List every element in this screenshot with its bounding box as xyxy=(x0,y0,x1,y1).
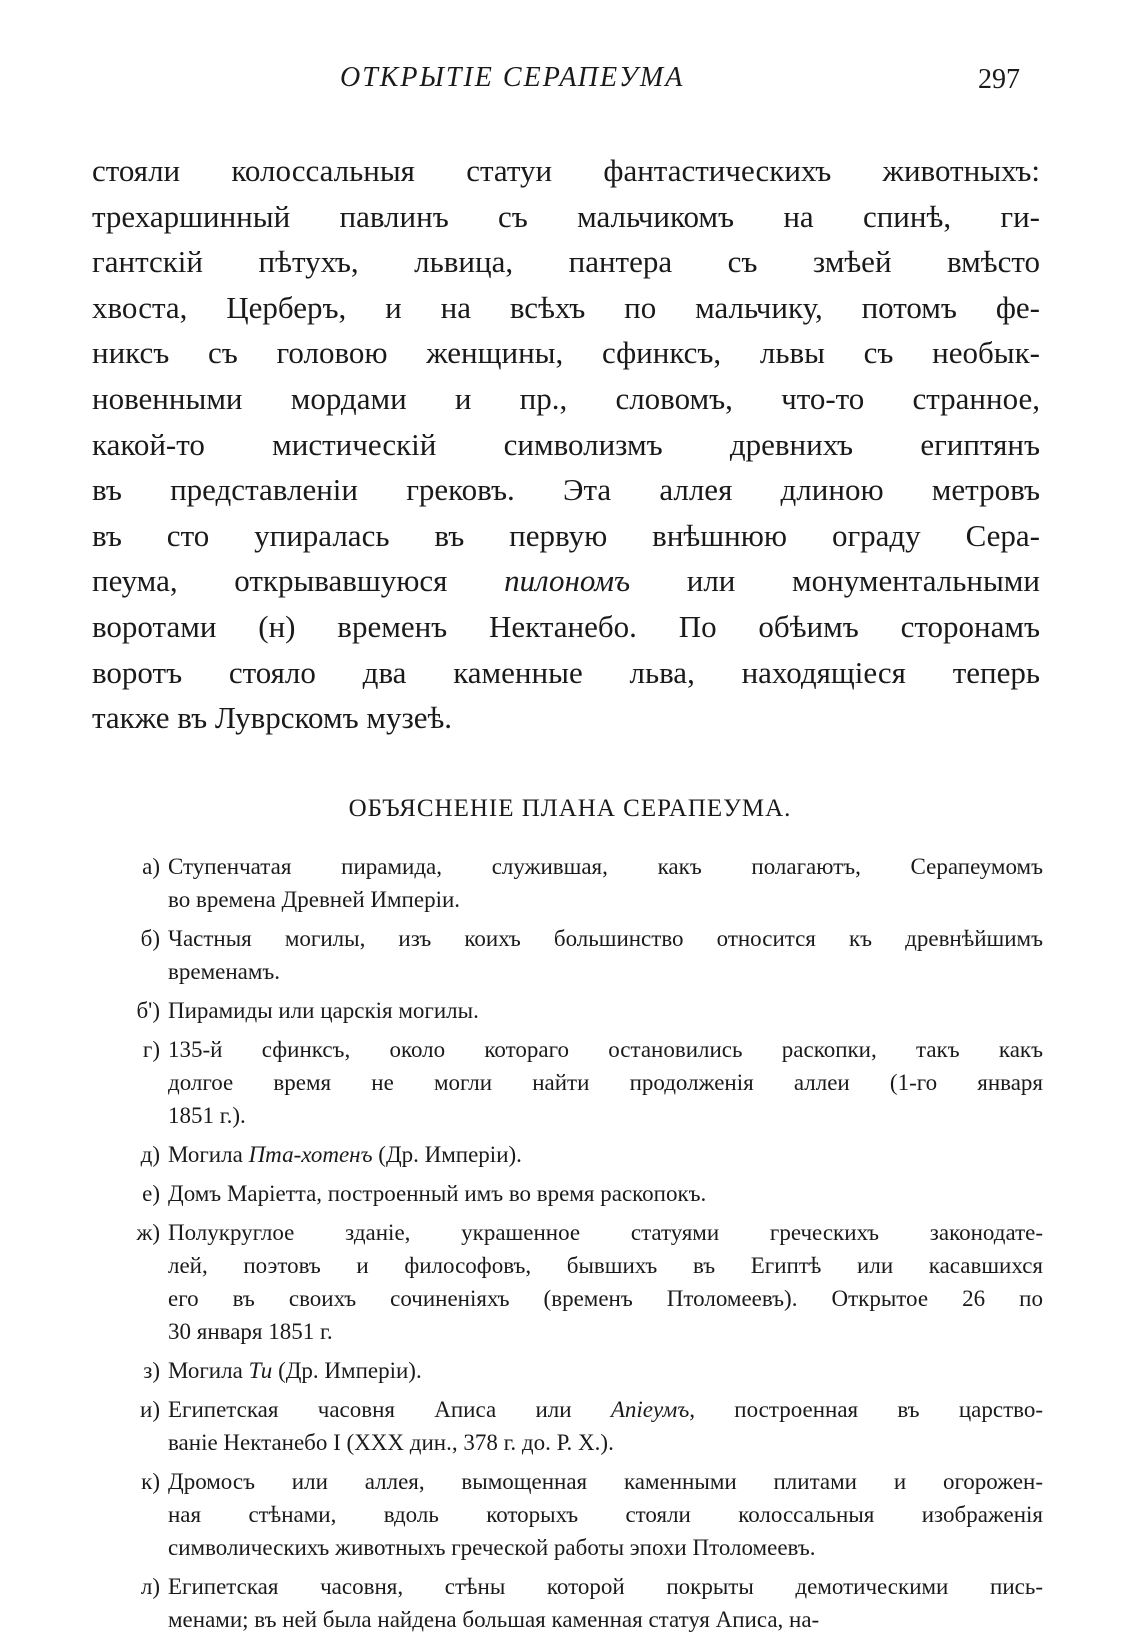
legend-description xyxy=(168,1177,1043,1210)
legend-line xyxy=(168,1177,1043,1210)
legend-line xyxy=(168,1216,1043,1249)
legend-key: б') xyxy=(136,998,160,1023)
plan-legend-list xyxy=(0,850,1140,1642)
legend-line xyxy=(168,883,1043,916)
text-segment: символическихъ животныхъ греческой работы эпохи Птоломеевъ. xyxy=(168,1535,816,1560)
legend-line xyxy=(168,1033,1043,1066)
legend-key: а) xyxy=(142,854,160,879)
legend-key: е) xyxy=(142,1181,160,1206)
text-segment: гантскій пѣтухъ, львица, пантера съ змѣей вмѣсто xyxy=(92,244,1040,280)
legend-description xyxy=(168,850,1043,916)
legend-item xyxy=(0,1033,1140,1132)
legend-description xyxy=(168,922,1043,988)
body-line xyxy=(92,376,1040,422)
body-paragraph xyxy=(92,148,1040,741)
body-line xyxy=(92,695,1040,741)
legend-line xyxy=(168,922,1043,955)
text-segment: (Др. Имперіи). xyxy=(372,1142,522,1167)
text-segment: Дромосъ или аллея, вымощенная каменными плитами и огорожен- xyxy=(168,1469,1043,1494)
legend-key: з) xyxy=(143,1358,160,1383)
legend-line xyxy=(168,850,1043,883)
legend-item xyxy=(0,850,1140,916)
text-segment: ваніе Нектанебо I (XXX дин., 378 г. до. Р. Х.). xyxy=(168,1430,614,1455)
italic-term: Апіеумъ, xyxy=(610,1397,696,1422)
legend-key: д) xyxy=(140,1142,160,1167)
body-line xyxy=(92,330,1040,376)
legend-line xyxy=(168,955,1043,988)
legend-line xyxy=(168,1066,1043,1099)
text-segment: Ступенчатая пирамида, служившая, какъ полагаютъ, Серапеумомъ xyxy=(168,854,1043,879)
legend-description xyxy=(168,1138,1043,1171)
text-segment: воротъ стояло два каменные льва, находящіеся теперь xyxy=(92,654,1040,690)
legend-key: л) xyxy=(140,1574,160,1599)
text-segment: Полукруглое зданіе, украшенное статуями греческихъ законодате- xyxy=(168,1220,1043,1245)
text-segment: (Др. Имперіи). xyxy=(272,1358,422,1383)
text-segment: хвоста, Церберъ, и на всѣхъ по мальчику, потомъ фе- xyxy=(92,289,1040,325)
text-segment: Египетская часовня Аписа или xyxy=(168,1397,611,1422)
legend-line xyxy=(168,1393,1043,1426)
text-segment: пеума, открывавшуюся xyxy=(92,563,505,599)
legend-key: г) xyxy=(142,1037,160,1062)
legend-line xyxy=(168,1465,1043,1498)
legend-line xyxy=(168,1249,1043,1282)
legend-item xyxy=(0,1177,1140,1210)
text-segment: въ представленіи грековъ. Эта аллея длиною метровъ xyxy=(92,472,1040,508)
text-segment: Могила xyxy=(168,1358,249,1383)
body-line xyxy=(92,558,1040,604)
body-line xyxy=(92,194,1040,240)
text-segment: Домъ Маріетта, построенный имъ во время раскопокъ. xyxy=(168,1181,707,1206)
text-segment: 1851 г.). xyxy=(168,1103,246,1128)
legend-line xyxy=(168,1570,1043,1603)
legend-line xyxy=(168,1315,1043,1348)
body-line xyxy=(92,650,1040,696)
body-line xyxy=(92,239,1040,285)
text-segment: 30 января 1851 г. xyxy=(168,1319,333,1344)
legend-description xyxy=(168,1033,1043,1132)
legend-item xyxy=(0,1465,1140,1564)
body-line xyxy=(92,604,1040,650)
legend-description xyxy=(168,1465,1043,1564)
text-segment: Частныя могилы, изъ коихъ большинство относится къ древнѣйшимъ xyxy=(168,926,1043,951)
text-segment: менами; въ ней была найдена большая каменная статуя Аписа, на- xyxy=(168,1607,820,1632)
legend-description xyxy=(168,1354,1043,1387)
legend-item xyxy=(0,922,1140,988)
body-line xyxy=(92,513,1040,559)
legend-description xyxy=(168,994,1043,1027)
text-segment: или монументальными xyxy=(630,563,1040,599)
body-line xyxy=(92,422,1040,468)
text-segment: лей, поэтовъ и философовъ, бывшихъ въ Египтѣ или касавшихся xyxy=(168,1253,1043,1278)
body-line xyxy=(92,148,1040,194)
legend-line xyxy=(168,1426,1043,1459)
text-segment: въ сто упиралась въ первую внѣшнюю ограду Сера- xyxy=(92,517,1040,553)
legend-line xyxy=(168,1498,1043,1531)
text-segment: трехаршинный павлинъ съ мальчикомъ на спинѣ, ги- xyxy=(92,198,1040,234)
italic-term: пилономъ xyxy=(504,563,631,599)
text-segment: во времена Древней Имперіи. xyxy=(168,887,461,912)
text-segment: его въ своихъ сочиненіяхъ (временъ Птоломеевъ). Открытое 26 по xyxy=(168,1286,1043,1311)
legend-description xyxy=(168,1393,1043,1459)
legend-item xyxy=(0,1354,1140,1387)
legend-item xyxy=(0,1570,1140,1636)
text-segment: Пирамиды или царскія могилы. xyxy=(168,998,479,1023)
italic-term: Ти xyxy=(248,1358,273,1383)
text-segment: никсъ съ головою женщины, сфинксъ, львы съ необык- xyxy=(92,335,1040,371)
italic-term: Пта-хотенъ xyxy=(248,1142,373,1167)
legend-line xyxy=(168,1282,1043,1315)
text-segment: воротами (н) временъ Нектанебо. По обѣимъ сторонамъ xyxy=(92,608,1040,644)
body-line xyxy=(92,285,1040,331)
legend-line xyxy=(168,1138,1043,1171)
text-segment: какой-то мистическій символизмъ древнихъ египтянъ xyxy=(92,426,1040,462)
text-segment: стояли колоссальныя статуи фантастическихъ животныхъ: xyxy=(92,153,1040,188)
legend-line xyxy=(168,1603,1043,1636)
text-segment: ная стѣнами, вдоль которыхъ стояли колоссальныя изображенія xyxy=(168,1502,1043,1527)
legend-description xyxy=(168,1570,1043,1636)
text-segment: построенная въ царство- xyxy=(695,1397,1044,1422)
legend-item xyxy=(0,1138,1140,1171)
legend-key: и) xyxy=(140,1397,160,1422)
page-number: 297 xyxy=(978,64,1020,95)
text-segment: Могила xyxy=(168,1142,249,1167)
text-segment: долгое время не могли найти продолженія аллеи (1-го января xyxy=(168,1070,1043,1095)
legend-key: б) xyxy=(140,926,160,951)
body-line xyxy=(92,467,1040,513)
running-title: ОТКРЫТІЕ СЕРАПЕУМА xyxy=(340,62,685,93)
legend-key: к) xyxy=(141,1469,160,1494)
text-segment: 135-й сфинксъ, около котораго остановились раскопки, такъ какъ xyxy=(168,1037,1043,1062)
page-header xyxy=(0,62,1140,112)
legend-item xyxy=(0,1393,1140,1459)
text-segment: Египетская часовня, стѣны которой покрыты демотическими пись- xyxy=(168,1574,1043,1599)
legend-description xyxy=(168,1216,1043,1348)
legend-line xyxy=(168,1099,1043,1132)
text-segment: новенными мордами и пр., словомъ, что-то странное, xyxy=(92,380,1040,416)
section-heading: ОБЪЯСНЕНІЕ ПЛАНА СЕРАПЕУМА. xyxy=(348,795,792,822)
legend-item xyxy=(0,994,1140,1027)
text-segment: также въ Луврскомъ музеѣ. xyxy=(92,700,453,736)
text-segment: временамъ. xyxy=(168,959,281,984)
legend-line xyxy=(168,994,1043,1027)
legend-line xyxy=(168,1531,1043,1564)
legend-line xyxy=(168,1354,1043,1387)
legend-item xyxy=(0,1216,1140,1348)
legend-key: ж) xyxy=(136,1220,160,1245)
